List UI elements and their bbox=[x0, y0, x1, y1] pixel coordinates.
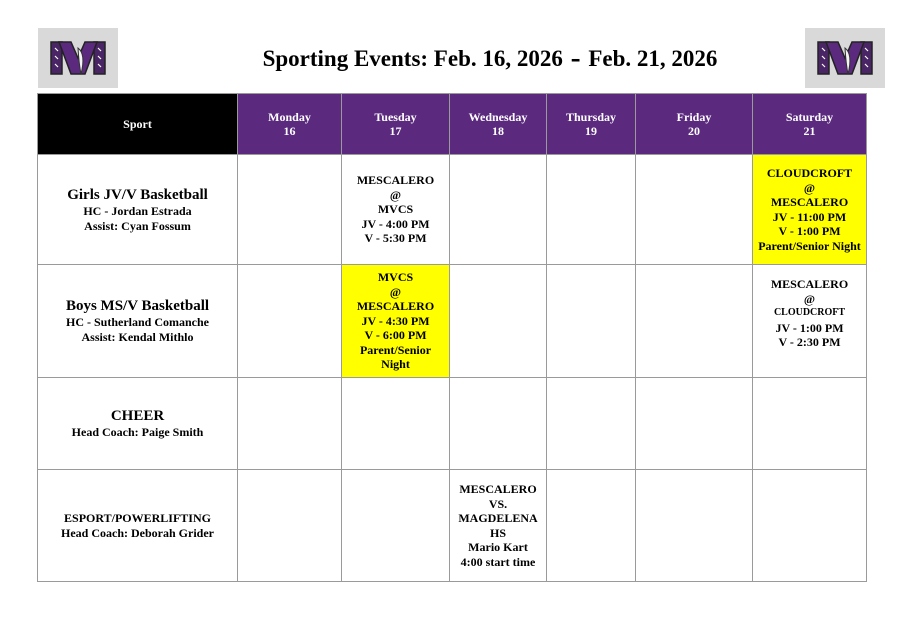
sport-column-header: Sport bbox=[38, 94, 238, 155]
event-line: JV - 4:30 PM bbox=[361, 313, 430, 328]
event-line: @ bbox=[803, 180, 816, 195]
day-header-monday: Monday 16 bbox=[238, 94, 342, 155]
table-row bbox=[38, 265, 867, 378]
mescalero-m-logo-icon bbox=[812, 36, 878, 80]
event-line: MESCALERO bbox=[356, 173, 435, 188]
sport-cell bbox=[38, 155, 238, 265]
logo-left bbox=[38, 28, 118, 88]
event-line: MESCALERO bbox=[356, 299, 435, 314]
coach-name: Head Coach: Paige Smith bbox=[71, 425, 204, 439]
event-line: JV - 1:00 PM bbox=[775, 320, 844, 335]
sport-cell bbox=[38, 378, 238, 470]
event-cell-saturday bbox=[753, 265, 867, 378]
event-cell-wednesday bbox=[450, 155, 547, 265]
sport-name: Boys MS/V Basketball bbox=[65, 298, 210, 314]
event-line: V - 2:30 PM bbox=[778, 335, 841, 349]
table-row bbox=[38, 470, 867, 582]
event-cell-thursday bbox=[547, 265, 636, 378]
event-cell-wednesday bbox=[450, 470, 547, 582]
event-cell-saturday bbox=[753, 378, 867, 470]
event-cell-wednesday bbox=[450, 265, 547, 378]
table-row bbox=[38, 378, 867, 470]
event-cell-tuesday bbox=[342, 155, 450, 265]
event-line: MESCALERO bbox=[770, 195, 849, 209]
sport-cell bbox=[38, 265, 238, 378]
event-cell-saturday bbox=[753, 470, 867, 582]
schedule-table bbox=[37, 93, 867, 582]
event-line: @ bbox=[389, 187, 402, 202]
coach-name: Head Coach: Deborah Grider bbox=[61, 525, 214, 540]
event-line: 4:00 start time bbox=[460, 554, 536, 569]
title-end-date: Feb. 21, 2026 bbox=[588, 46, 718, 71]
event-cell-thursday bbox=[547, 155, 636, 265]
day-header-wednesday: Wednesday 18 bbox=[450, 94, 547, 155]
day-header-thursday: Thursday 19 bbox=[547, 94, 636, 155]
day-header-tuesday: Tuesday 17 bbox=[342, 94, 450, 155]
table-header-row bbox=[38, 94, 867, 155]
event-line: MVCS bbox=[377, 270, 414, 285]
event-cell-monday bbox=[238, 155, 342, 265]
event-line: MESCALERO bbox=[459, 482, 537, 496]
event-line: JV - 4:00 PM bbox=[361, 216, 430, 231]
title-dash: - bbox=[570, 41, 581, 74]
event-cell-monday bbox=[238, 470, 342, 582]
event-line: CLOUDCROFT bbox=[766, 166, 853, 180]
event-cell-friday bbox=[636, 470, 753, 582]
day-header-saturday: Saturday 21 bbox=[753, 94, 867, 155]
event-line: Parent/Senior bbox=[359, 342, 432, 357]
event-line: V - 1:00 PM bbox=[778, 224, 841, 238]
sport-name: Girls JV/V Basketball bbox=[67, 186, 208, 203]
event-cell-thursday bbox=[547, 378, 636, 470]
table-row bbox=[38, 155, 867, 265]
event-cell-saturday bbox=[753, 155, 867, 265]
event-line: Mario Kart bbox=[468, 540, 528, 554]
coach-name: Assist: Cyan Fossum bbox=[84, 218, 191, 233]
event-cell-monday bbox=[238, 378, 342, 470]
event-cell-friday bbox=[636, 378, 753, 470]
logo-right bbox=[805, 28, 885, 88]
event-line: Parent/Senior Night bbox=[758, 238, 861, 253]
event-line: VS. bbox=[488, 496, 508, 511]
sport-cell bbox=[38, 470, 238, 582]
event-line: V - 6:00 PM bbox=[364, 328, 427, 343]
event-line: Night bbox=[381, 357, 410, 372]
event-cell-friday bbox=[636, 265, 753, 378]
sport-name: CHEER bbox=[110, 408, 165, 424]
day-header-friday: Friday 20 bbox=[636, 94, 753, 155]
title-start-date: Sporting Events: Feb. 16, 2026 bbox=[262, 46, 563, 71]
coach-name: HC - Sutherland Comanche bbox=[65, 315, 209, 329]
event-cell-thursday bbox=[547, 470, 636, 582]
event-line: @ bbox=[389, 284, 402, 299]
coach-name: Assist: Kendal Mithlo bbox=[81, 330, 194, 344]
event-line: MAGDELENA bbox=[458, 511, 538, 525]
event-cell-tuesday bbox=[342, 470, 450, 582]
event-line: JV - 11:00 PM bbox=[772, 209, 847, 224]
event-cell-tuesday bbox=[342, 265, 450, 378]
event-line: @ bbox=[803, 291, 816, 306]
event-line: MESCALERO bbox=[770, 277, 849, 291]
event-line: CLOUDCROFT bbox=[773, 307, 846, 318]
mescalero-m-logo-icon bbox=[45, 36, 111, 80]
event-cell-friday bbox=[636, 155, 753, 265]
coach-name: HC - Jordan Estrada bbox=[83, 203, 192, 218]
event-cell-tuesday bbox=[342, 378, 450, 470]
page-title bbox=[150, 40, 830, 74]
event-line: V - 5:30 PM bbox=[364, 231, 427, 246]
event-cell-wednesday bbox=[450, 378, 547, 470]
event-cell-monday bbox=[238, 265, 342, 378]
event-line: MVCS bbox=[377, 202, 414, 217]
event-line: HS bbox=[489, 525, 506, 540]
sport-name: ESPORT/POWERLIFTING bbox=[64, 510, 211, 525]
